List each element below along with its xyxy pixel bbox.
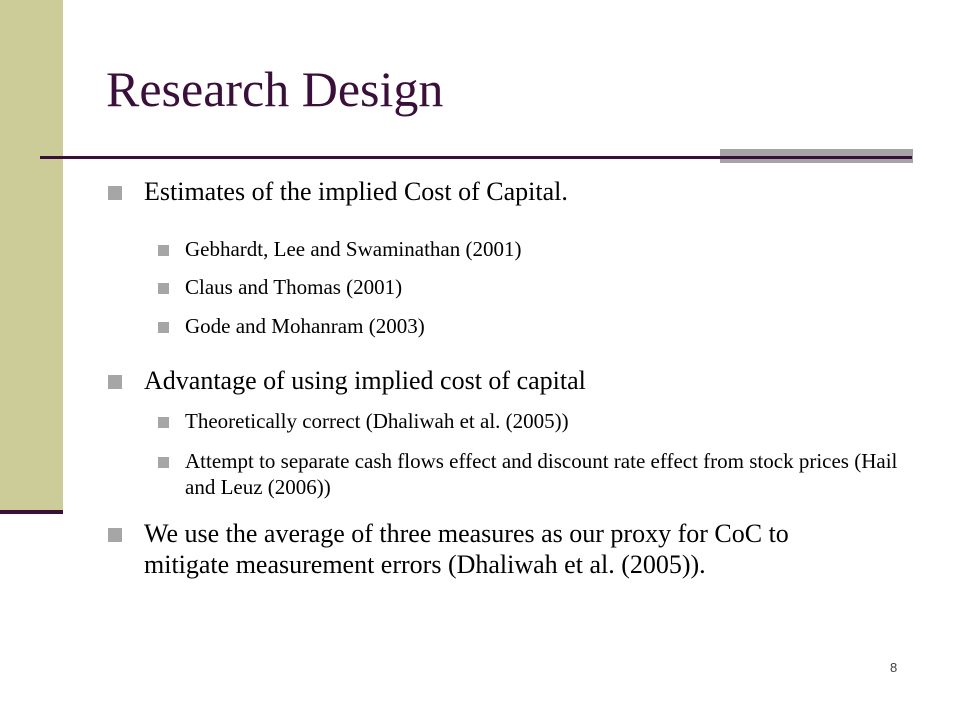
sub-bullet-text: Attempt to separate cash flows effect and discount rate effect from stock prices (Hail and Leuz (2006)) [185,449,898,499]
bullet-text: Estimates of the implied Cost of Capital. [144,177,568,206]
square-bullet-icon [158,322,169,333]
sidebar-band [0,0,63,512]
square-bullet-icon [158,417,169,428]
sub-bullet-text: Gode and Mohanram (2003) [185,314,425,338]
title-rule [40,156,912,159]
bullet-text: We use the average of three measures as our proxy for CoC to mitigate measurement errors (Dhaliwah et al. (2005)). [144,519,789,579]
square-bullet-icon [108,375,122,389]
square-bullet-icon [158,457,169,468]
sidebar-underline [0,510,63,514]
bullet-text: Advantage of using implied cost of capital [144,366,586,395]
sub-bullet-text: Gebhardt, Lee and Swaminathan (2001) [185,237,522,261]
sub-bullet-text: Claus and Thomas (2001) [185,275,403,299]
square-bullet-icon [158,283,169,294]
sub-bullet-text: Theoretically correct (Dhaliwah et al. (2005)) [185,409,569,433]
slide-title: Research Design [106,61,444,117]
page-number: 8 [890,660,898,675]
square-bullet-icon [108,528,122,542]
square-bullet-icon [108,186,122,200]
square-bullet-icon [158,245,169,256]
